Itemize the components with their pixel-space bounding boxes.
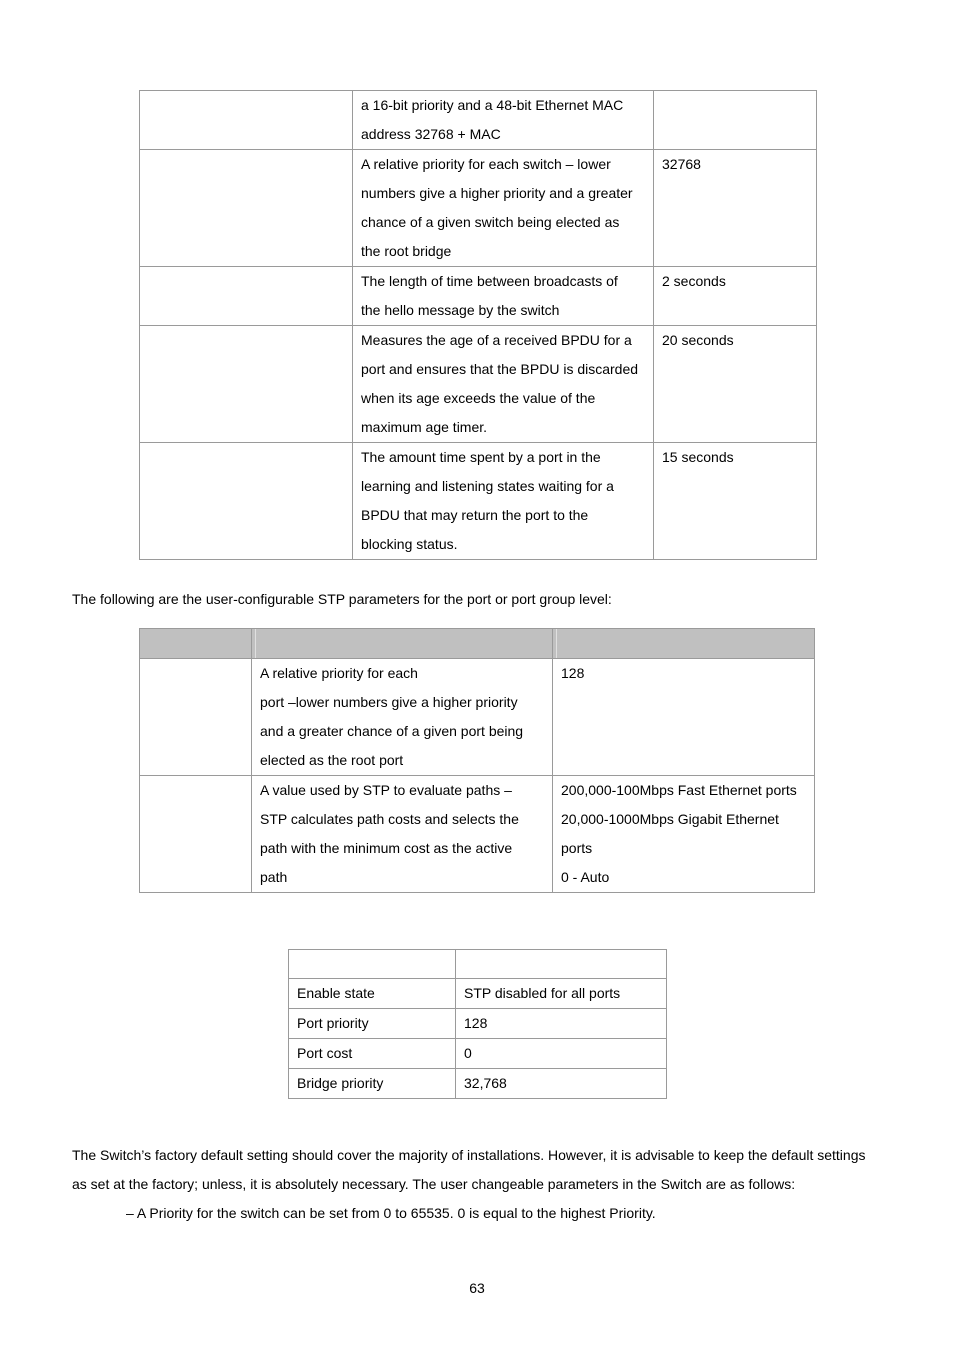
description-cell [353, 150, 654, 267]
priority-bullet: – A Priority for the switch can be set from 0 to 65535. 0 is equal to the highest Priority. [126, 1205, 656, 1221]
table-row [140, 659, 815, 776]
description-cell [252, 659, 553, 776]
cell-line: 128 [464, 1015, 488, 1031]
port-stp-parameters-table [139, 628, 815, 893]
setting-value-cell [456, 1069, 667, 1099]
cell-line: Bridge priority [297, 1075, 384, 1091]
description-cell [252, 776, 553, 893]
parameter-cell [140, 443, 353, 560]
bridge-stp-table-body [140, 91, 817, 560]
default-table-header-row [289, 950, 667, 979]
port-table-header-cell [252, 629, 553, 659]
default-value-cell [654, 443, 817, 560]
table-row [140, 91, 817, 150]
parameter-cell [140, 659, 252, 776]
default-table-header-cell [456, 950, 667, 979]
table-row [289, 1069, 667, 1099]
cell-line: learning and listening states waiting for a [361, 478, 614, 494]
cell-line: 15 seconds [662, 449, 734, 465]
default-value-cell [654, 150, 817, 267]
cell-line: path [260, 869, 288, 885]
default-value-cell [654, 91, 817, 150]
cell-line: port –lower numbers give a higher priority [260, 694, 518, 710]
cell-line: The length of time between broadcasts of [361, 273, 618, 289]
cell-line: 32768 [662, 156, 701, 172]
cell-line: numbers give a higher priority and a greater [361, 185, 633, 201]
cell-line: 200,000-100Mbps Fast Ethernet ports [561, 782, 797, 798]
description-cell [353, 267, 654, 326]
default-value-cell [553, 776, 815, 893]
cell-line: A relative priority for each [260, 665, 418, 681]
table-row [140, 267, 817, 326]
parameter-cell [140, 776, 252, 893]
default-stp-settings-table [288, 949, 667, 1099]
cell-line: chance of a given switch being elected as [361, 214, 620, 230]
default-table-header-cell [289, 950, 456, 979]
factory-default-paragraph-line: as set at the factory; unless, it is absolutely necessary. The user changeable parameters in the Switch are as follows: [72, 1176, 796, 1192]
table-row [140, 443, 817, 560]
parameter-cell [140, 150, 353, 267]
cell-line: The amount time spent by a port in the [361, 449, 601, 465]
setting-name-cell [289, 979, 456, 1009]
setting-value-cell [456, 1009, 667, 1039]
description-cell [353, 443, 654, 560]
default-value-cell [654, 326, 817, 443]
cell-line: a 16-bit priority and a 48-bit Ethernet MAC [361, 97, 624, 113]
factory-default-paragraph-line: The Switch’s factory default setting should cover the majority of installations. However, it is advisable to keep the default settings [72, 1147, 866, 1163]
parameter-cell [140, 91, 353, 150]
port-table-header-cell [140, 629, 252, 659]
cell-line: STP disabled for all ports [464, 985, 621, 1001]
bridge-stp-parameters-table [139, 90, 817, 560]
cell-line: Port priority [297, 1015, 369, 1031]
setting-value-cell [456, 1039, 667, 1069]
cell-line: 20,000-1000Mbps Gigabit Ethernet [561, 811, 779, 827]
table-row [289, 1009, 667, 1039]
setting-name-cell [289, 1009, 456, 1039]
table-row [289, 979, 667, 1009]
cell-line: 128 [561, 665, 585, 681]
port-parameters-intro: The following are the user-configurable STP parameters for the port or port group level: [72, 591, 612, 607]
cell-line: STP calculates path costs and selects the [260, 811, 519, 827]
setting-name-cell [289, 1039, 456, 1069]
cell-line: 32,768 [464, 1075, 507, 1091]
cell-line: maximum age timer. [361, 419, 488, 435]
description-cell [353, 326, 654, 443]
cell-line: 0 [464, 1045, 472, 1061]
cell-line: 0 - Auto [561, 869, 610, 885]
cell-line: and a greater chance of a given port being [260, 723, 524, 739]
description-cell [353, 91, 654, 150]
table-row [140, 776, 815, 893]
port-stp-table-body [140, 659, 815, 893]
cell-line: BPDU that may return the port to the [361, 507, 589, 523]
cell-line: blocking status. [361, 536, 458, 552]
default-value-cell [654, 267, 817, 326]
cell-line: when its age exceeds the value of the [361, 390, 596, 406]
cell-line: Measures the age of a received BPDU for a [361, 332, 632, 348]
cell-line: address 32768 + MAC [361, 126, 501, 142]
cell-line: Enable state [297, 985, 375, 1001]
cell-line: the root bridge [361, 243, 452, 259]
table-row [289, 1039, 667, 1069]
table-row [140, 326, 817, 443]
port-table-header-cell [553, 629, 815, 659]
cell-line: port and ensures that the BPDU is discarded [361, 361, 639, 377]
port-table-header-row [140, 629, 815, 659]
setting-name-cell [289, 1069, 456, 1099]
cell-line: path with the minimum cost as the active [260, 840, 513, 856]
cell-line: ports [561, 840, 593, 856]
setting-value-cell [456, 979, 667, 1009]
cell-line: A relative priority for each switch – lower [361, 156, 611, 172]
cell-line: 2 seconds [662, 273, 726, 289]
parameter-cell [140, 267, 353, 326]
cell-line: elected as the root port [260, 752, 404, 768]
default-stp-table-body [289, 979, 667, 1099]
cell-line: the hello message by the switch [361, 302, 560, 318]
cell-line: Port cost [297, 1045, 353, 1061]
parameter-cell [140, 326, 353, 443]
table-row [140, 150, 817, 267]
default-value-cell [553, 659, 815, 776]
cell-line: A value used by STP to evaluate paths – [260, 782, 512, 798]
page-number: 63 [469, 1280, 485, 1296]
cell-line: 20 seconds [662, 332, 734, 348]
